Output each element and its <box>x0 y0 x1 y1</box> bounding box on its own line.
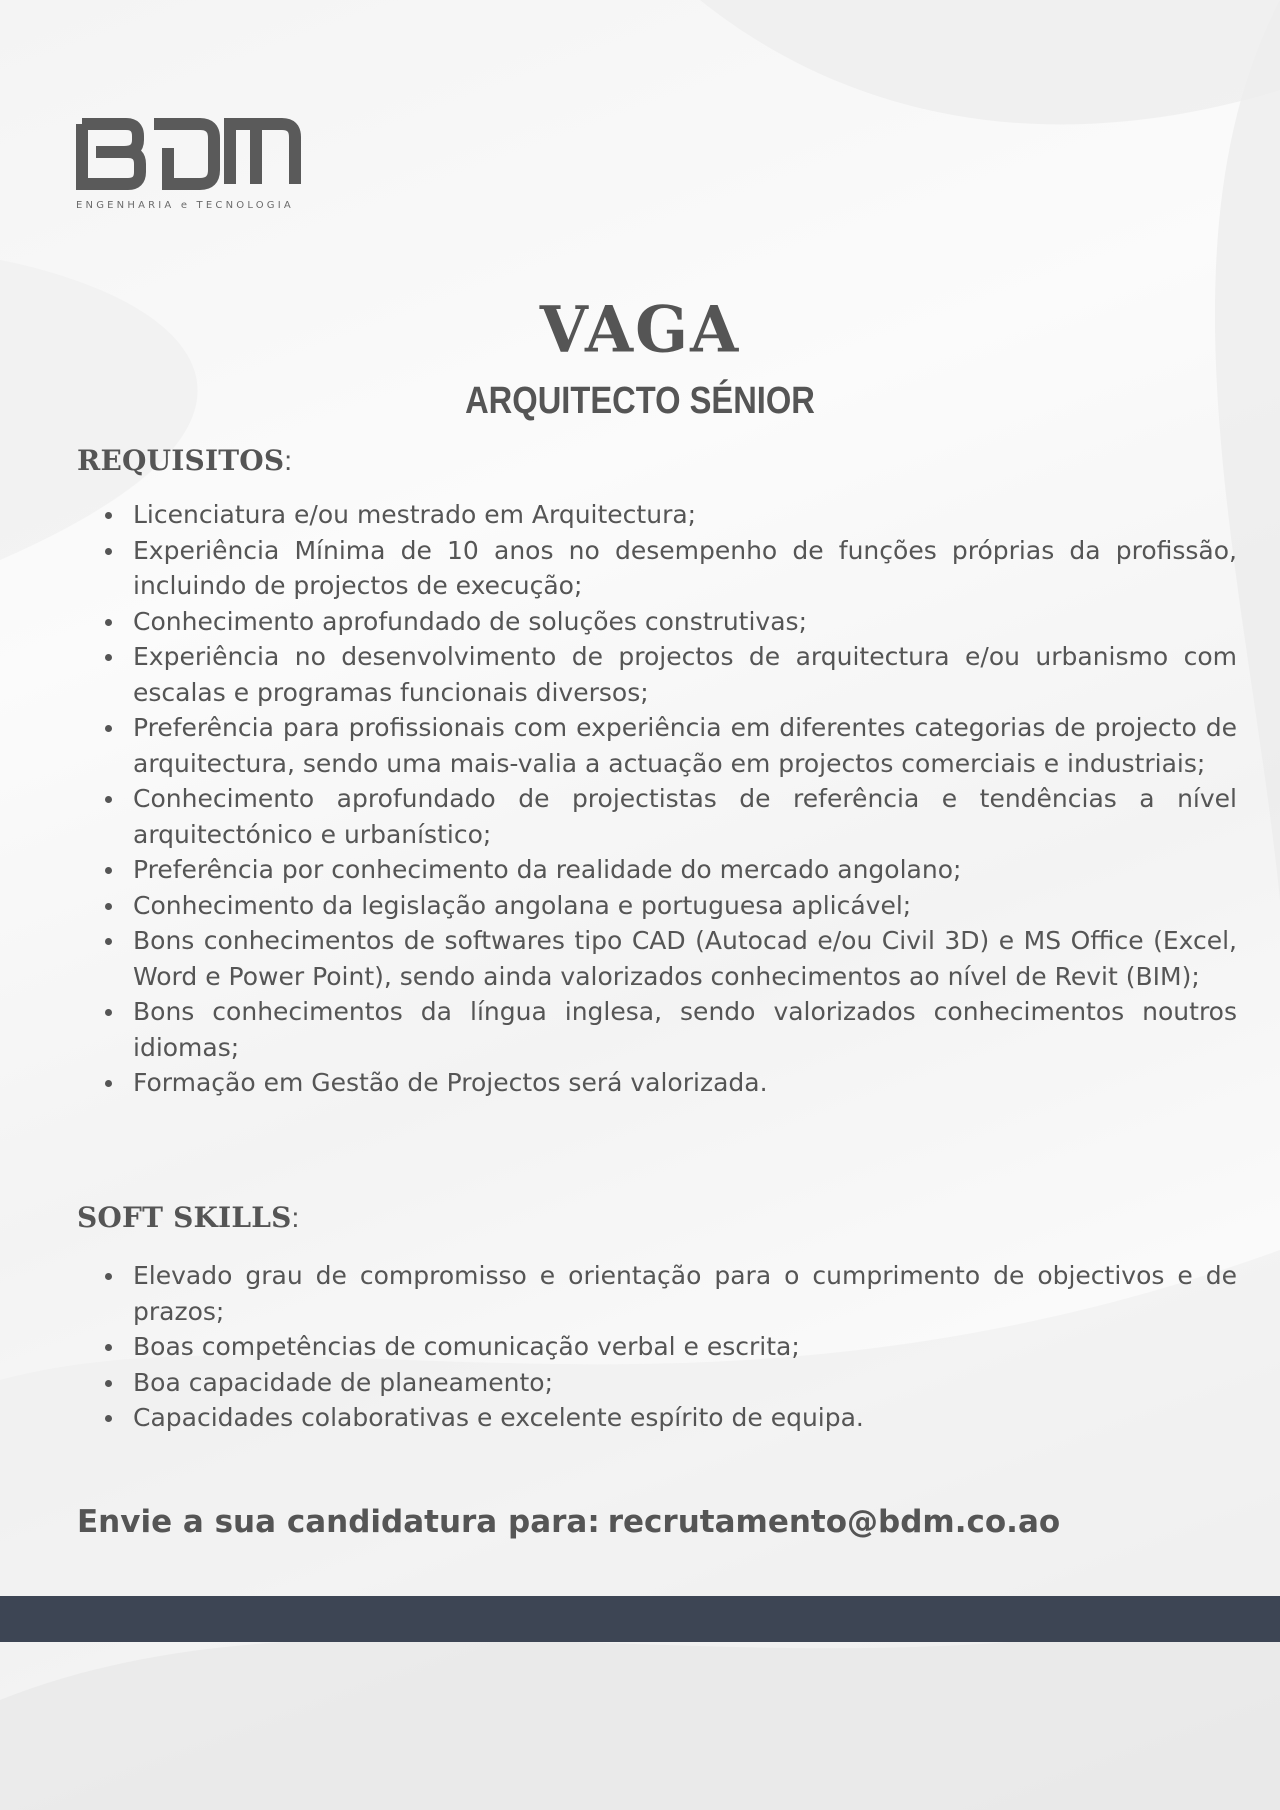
list-item: Preferência por conhecimento da realidade do mercado angolano; <box>133 852 1237 888</box>
soft-skills-list <box>104 1258 1237 1436</box>
list-item: Bons conhecimentos de softwares tipo CAD (Autocad e/ou Civil 3D) e MS Office (Excel, Word e Power Point), sendo ainda valorizados conhecimentos ao nível de Revit (BIM); <box>133 923 1237 994</box>
requisitos-heading-text: REQUISITOS <box>77 444 285 477</box>
requisitos-list <box>104 497 1237 1101</box>
soft-skills-heading-text: SOFT SKILLS <box>77 1201 292 1234</box>
list-item: Formação em Gestão de Projectos será valorizada. <box>133 1065 1237 1101</box>
list-item: Elevado grau de compromisso e orientação para o cumprimento de objectivos e de prazos; <box>133 1258 1237 1329</box>
page-title: VAGA <box>539 292 741 367</box>
job-title: ARQUITECTO SÉNIOR <box>465 380 815 422</box>
logo-tagline: ENGENHARIA e TECNOLOGIA <box>76 200 294 211</box>
contact-email-link[interactable]: recrutamento@bdm.co.ao <box>607 1504 1061 1540</box>
company-logo <box>76 118 306 218</box>
requisitos-heading <box>77 444 292 477</box>
list-item: Licenciatura e/ou mestrado em Arquitectura; <box>133 497 1237 533</box>
contact-label: Envie a sua candidatura para: <box>77 1504 600 1540</box>
soft-skills-heading <box>77 1201 300 1234</box>
list-item: Capacidades colaborativas e excelente espírito de equipa. <box>133 1400 1237 1436</box>
list-item: Conhecimento aprofundado de soluções construtivas; <box>133 604 1237 640</box>
footer-bar <box>0 1596 1280 1642</box>
list-item: Boas competências de comunicação verbal e escrita; <box>133 1329 1237 1365</box>
list-item: Bons conhecimentos da língua inglesa, sendo valorizados conhecimentos noutros idiomas; <box>133 994 1237 1065</box>
list-item: Conhecimento da legislação angolana e portuguesa aplicável; <box>133 888 1237 924</box>
list-item: Experiência Mínima de 10 anos no desempenho de funções próprias da profissão, incluindo de projectos de execução; <box>133 533 1237 604</box>
list-item: Preferência para profissionais com experiência em diferentes categorias de projecto de arquitectura, sendo uma mais-valia a actuação em projectos comerciais e industriais; <box>133 710 1237 781</box>
soft-skills-heading-colon: : <box>291 1202 300 1233</box>
list-item: Experiência no desenvolvimento de projectos de arquitectura e/ou urbanismo com escalas e programas funcionais diversos; <box>133 639 1237 710</box>
list-item: Boa capacidade de planeamento; <box>133 1365 1237 1401</box>
bdm-logo-mark <box>76 118 301 190</box>
contact-line <box>77 1504 1060 1540</box>
requisitos-heading-colon: : <box>284 445 293 476</box>
list-item: Conhecimento aprofundado de projectistas de referência e tendências a nível arquitectónico e urbanístico; <box>133 781 1237 852</box>
